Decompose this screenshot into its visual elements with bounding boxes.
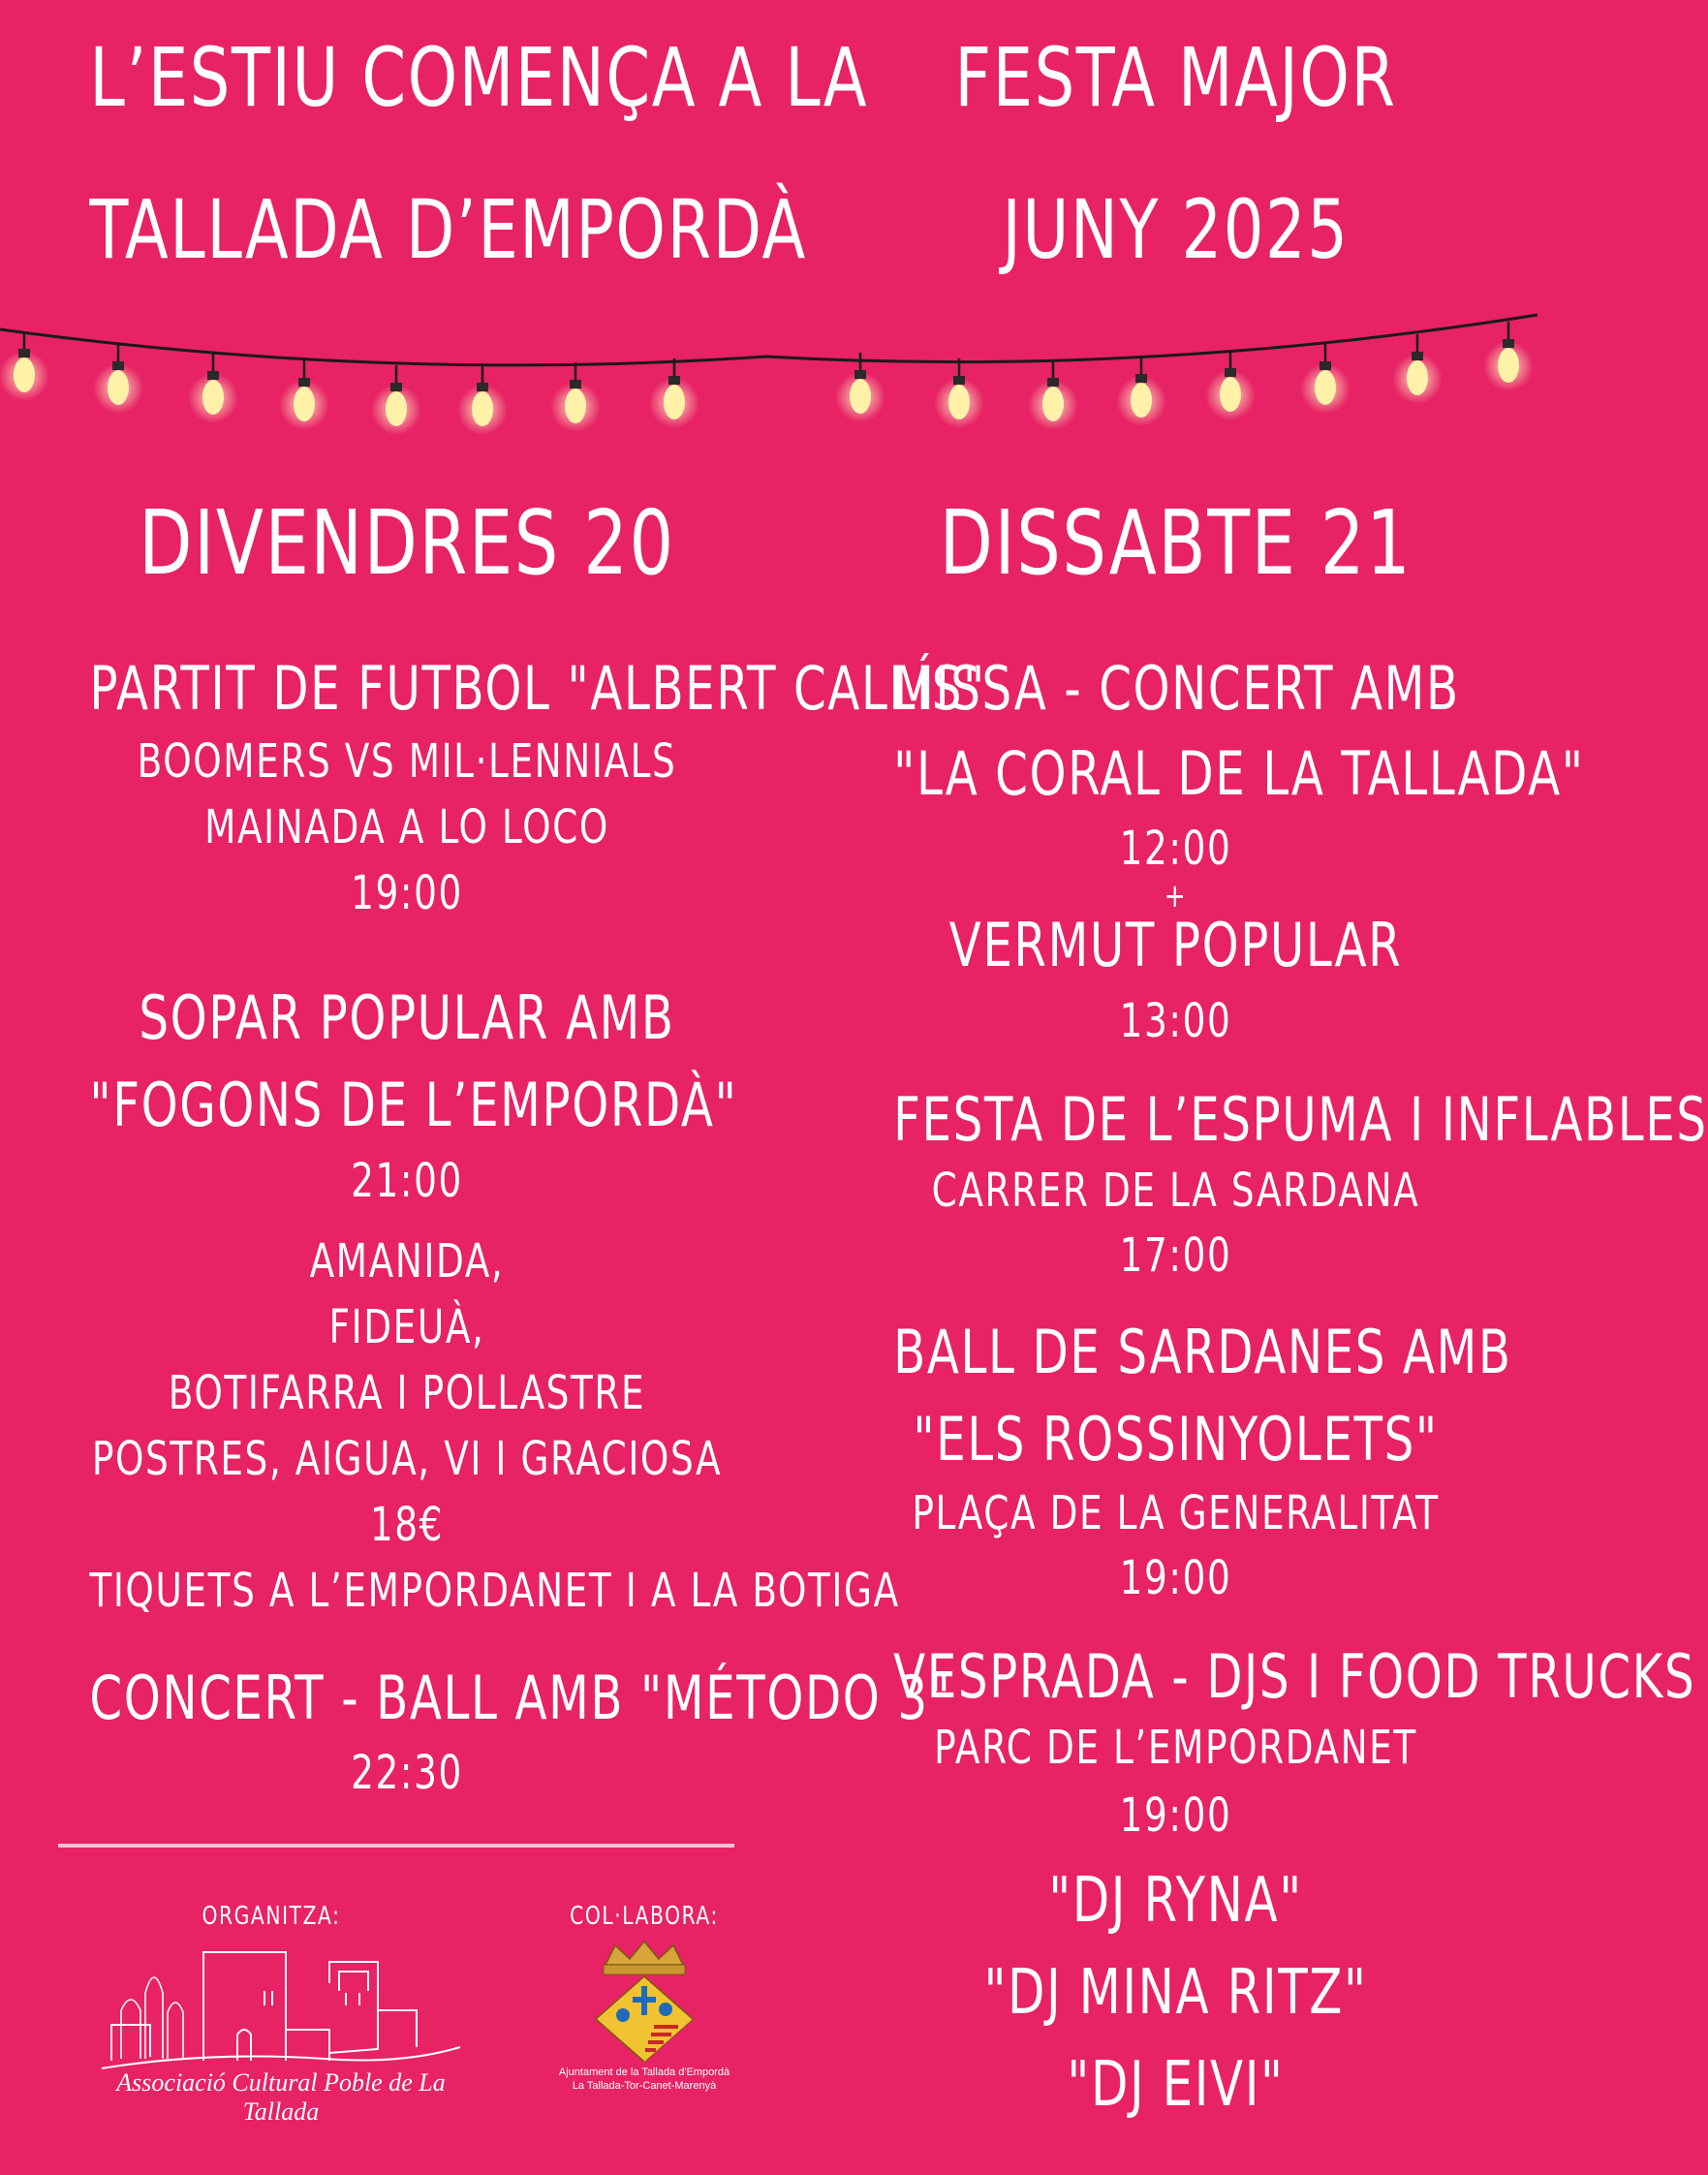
event-title-2: [814, 738, 1585, 809]
light-bulb-icon: [279, 360, 329, 430]
light-bulb-icon: [188, 354, 238, 423]
friday-event-3: [0, 1662, 952, 1733]
association-name: [92, 2068, 470, 2127]
header-right-line1: FESTA MAJOR: [954, 30, 1397, 125]
event-time: 21:00: [351, 1154, 463, 1208]
organitza-label: [174, 1902, 368, 1931]
event-time: [0, 1746, 814, 1800]
menu-item: POSTRES, AIGUA, VI I GRACIOSA: [91, 1432, 723, 1486]
event-title: VERMUT POPULAR: [948, 910, 1403, 980]
light-bulb-icon: [649, 358, 699, 428]
light-bulb-icon: [93, 344, 143, 414]
collabora-label: [547, 1902, 741, 1931]
dj-name: "DJ EIVI": [1067, 2049, 1285, 2121]
divider: [58, 1844, 734, 1848]
menu-item: AMANIDA,: [309, 1234, 505, 1289]
event-location: [814, 1164, 1537, 1218]
saturday-event-2: [814, 910, 1537, 980]
saturday-event-4: [814, 1317, 1537, 1387]
saturday-event-1: [814, 653, 1537, 724]
header-right-line2: JUNY 2025: [1002, 182, 1350, 277]
day-friday: [0, 491, 814, 595]
light-bulb-icon: [1028, 360, 1078, 430]
event-time: [0, 866, 814, 920]
event-title: PARTIT DE FUTBOL "ALBERT CALLÍS": [89, 653, 986, 724]
dj-name: [814, 1957, 1537, 2029]
light-bulb-icon: [1392, 334, 1443, 404]
event-title: "ELS ROSSINYOLETS": [913, 1404, 1439, 1475]
event-time: [814, 822, 1537, 876]
saturday-event-5: [814, 1641, 1696, 1712]
event-location: PLAÇA DE LA GENERALITAT: [912, 1486, 1440, 1540]
day-saturday-title: DISSABTE 21: [939, 491, 1413, 595]
plus-sign: +: [1164, 877, 1188, 916]
event-time: 19:00: [1119, 1788, 1232, 1843]
dj-name: "DJ RYNA": [1048, 1865, 1303, 1937]
light-bulb-icon: [934, 358, 984, 428]
event-line: BOOMERS VS MIL·LENNIALS: [137, 734, 677, 789]
dj-name: [814, 2049, 1537, 2121]
event-title-2: [814, 1404, 1537, 1475]
friday-event-1: [0, 653, 986, 724]
event-time: 12:00: [1119, 822, 1232, 876]
event-time: 17:00: [1119, 1228, 1232, 1283]
menu-item: [0, 1234, 814, 1289]
event-title-2: [0, 1070, 814, 1140]
menu-item: BOTIFARRA I POLLASTRE: [168, 1366, 646, 1420]
day-friday-title: DIVENDRES 20: [139, 491, 675, 595]
event-time: 22:30: [351, 1746, 463, 1800]
dj-name: [814, 1865, 1537, 1937]
event-location: CARRER DE LA SARDANA: [931, 1164, 1420, 1218]
event-title: MISSA - CONCERT AMB: [893, 653, 1460, 724]
event-time: 13:00: [1119, 994, 1232, 1048]
event-title: FESTA DE L’ESPUMA I INFLABLES: [893, 1084, 1708, 1155]
event-time: [814, 1551, 1537, 1605]
event-time: [814, 1788, 1537, 1843]
organitza-text: ORGANITZA:: [202, 1902, 341, 1931]
event-location: [814, 1486, 1537, 1540]
menu-item: [0, 1300, 814, 1354]
light-bulb-icon: [371, 365, 421, 435]
saturday-event-3: [814, 1084, 1708, 1155]
light-bulb-icon: [0, 331, 49, 401]
string-lights-icon: [0, 0, 1537, 465]
coat-of-arms-icon: [586, 1938, 702, 2064]
header-left-line2: TALLADA D’EMPORDÀ: [89, 182, 807, 277]
event-time: [0, 1154, 814, 1208]
tickets-info: [0, 1564, 900, 1618]
event-title: BALL DE SARDANES AMB: [893, 1317, 1512, 1387]
header-left-line1: L’ESTIU COMENÇA A LA: [89, 30, 869, 125]
event-title: SOPAR POPULAR AMB: [139, 982, 675, 1053]
event-time: [814, 1228, 1537, 1283]
event-time: 19:00: [1119, 1551, 1232, 1605]
council-line-2: La Tallada-Tor-Canet-Marenyà: [572, 2080, 717, 2092]
price: [0, 1498, 814, 1552]
castle-logo-icon: [92, 1933, 470, 2078]
event-location: PARC DE L’EMPORDANET: [934, 1721, 1417, 1775]
event-line: MAINADA A LO LOCO: [204, 800, 609, 854]
event-time: 19:00: [351, 866, 463, 920]
council-line-1: Ajuntament de la Tallada d'Empordà: [558, 2066, 730, 2078]
event-title: VESPRADA - DJS I FOOD TRUCKS: [893, 1641, 1696, 1712]
event-line: [0, 734, 814, 789]
light-bulb-icon: [1116, 357, 1166, 426]
event-location: [814, 1721, 1537, 1775]
light-bulb-icon: [835, 353, 885, 422]
event-title: "LA CORAL DE LA TALLADA": [893, 738, 1585, 809]
event-title: "FOGONS DE L’EMPORDÀ": [89, 1070, 738, 1140]
friday-event-2: [0, 982, 814, 1053]
light-bulb-icon: [457, 365, 508, 435]
light-bulb-icon: [1483, 322, 1534, 391]
event-line: [0, 800, 814, 854]
association-name-text: Associació Cultural Poble de La Tallada: [116, 2068, 446, 2126]
menu-item: [0, 1432, 814, 1486]
event-time: [814, 994, 1537, 1048]
light-bulb-icon: [1300, 344, 1351, 414]
menu-item: [0, 1366, 814, 1420]
event-title: CONCERT - BALL AMB "MÉTODO 3": [89, 1662, 952, 1733]
price: 18€: [369, 1498, 445, 1552]
light-bulb-icon: [550, 362, 601, 432]
dj-name: "DJ MINA RITZ": [983, 1957, 1368, 2029]
light-bulb-icon: [1205, 351, 1256, 420]
day-saturday: [814, 491, 1537, 595]
tickets-info: TIQUETS A L’EMPORDANET I A LA BOTIGA: [89, 1564, 900, 1618]
council-caption: [538, 2066, 751, 2093]
collabora-text: COL·LABORA:: [570, 1902, 719, 1931]
menu-item: FIDEUÀ,: [328, 1300, 485, 1354]
